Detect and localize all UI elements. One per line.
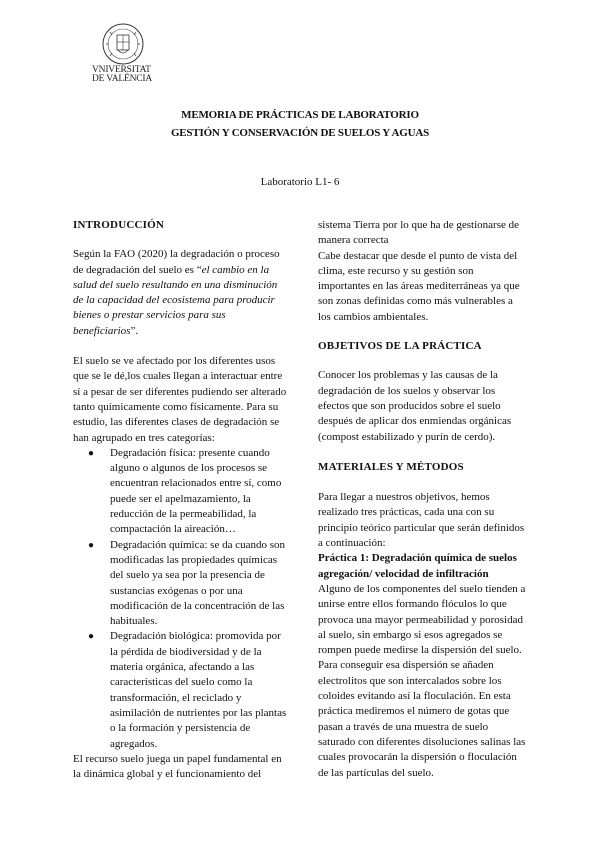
intro-paragraph-2: El suelo se ve afectado por los diferentes usos que se le dé,los cuales llegan a interactuar entre sí a pesar de ser diferentes pudiendo ser alterado tanto químicamente como físicamente. Para su estudio, las diferentes clases de degradación se han agrupado en tres categorías: [73, 355, 287, 444]
left-column [73, 218, 289, 782]
intro-paragraph-3-continued: sistema Tierra por lo que ha de gestionarse de manera correcta [318, 219, 520, 247]
list-item [73, 538, 289, 630]
intro-paragraph-4: Cabe destacar que desde el punto de vista del clima, este recurso y su gestión son importantes en las áreas mediterráneas ya que son zonas definidas como más vulnerables a los cambios ambientales. [318, 249, 520, 323]
intro-paragraph-3: El recurso suelo juega un papel fundamental en la dinámica global y el funcionamiento del [73, 752, 282, 781]
bullet-icon: ● [88, 539, 95, 551]
objetivos-heading: OBJETIVOS DE LA PRÁCTICA [318, 340, 482, 353]
bullet-icon: ● [88, 631, 95, 643]
bullet-text: Degradación química: se da cuando son modificadas las propiedades químicas del suelo ya sea por la presencia de sustancias exógenas o por una modificación de la concentración de las habituales. [110, 538, 286, 628]
materiales-intro: Para llegar a nuestros objetivos, hemos realizado tres prácticas, cada una con su principio teórico particular que serán definidos a continuación: [318, 491, 525, 550]
intro-heading: INTRODUCCIÓN [73, 219, 165, 231]
logo-text-line1: VNIVERSITAT [92, 65, 151, 75]
bullet-text: Degradación física: presente cuando alguno o algunos de los procesos se encuentran relacionados entre sí, como puede ser el apelmazamiento, la reducción de la permeabilidad, la compactación la aireación… [110, 446, 282, 536]
practica-1-text: Alguno de los componentes del suelo tienden a unirse entre ellos formando flóculos lo que provoca una mayor permeabilidad y porosidad al suelo, sin embargo si esos agregados se rompen puede medirse la dispersión del suelo. Para conseguir esa dispersión se añaden electrolitos que son intercalados sobre los coloides evitando así la floculación. En esta práctica mediremos el número de gotas que pasan a través de una muestra de suelo saturado con diferentes disoluciones salinas las cuales provocarán la dispersión o floculación de las partículas del suelo. [318, 582, 526, 779]
university-logo [92, 22, 156, 92]
intro-p1-after: ”. [130, 324, 139, 337]
intro-p1-before: Según la FAO (2020) la degradación o proceso de degradación del suelo es “ [73, 248, 280, 276]
document-title-line2: GESTIÓN Y CONSERVACIÓN DE SUELOS Y AGUAS [170, 127, 430, 139]
university-seal-icon [98, 22, 148, 66]
intro-paragraph-1 [73, 247, 289, 339]
logo-wordmark [92, 66, 156, 84]
degradation-types-list [73, 446, 289, 752]
bullet-icon: ● [88, 447, 95, 459]
right-column [318, 218, 526, 781]
list-item [73, 446, 289, 538]
objetivos-text: Conocer los problemas y las causas de la degradación de los suelos y observar los efectos que son producidos sobre el suelo después de aplicar dos enmiendas orgánicas (compost estabilizado y purín de cerdo). [318, 369, 512, 443]
logo-text-line2: DE VALÈNCIA [92, 74, 152, 84]
list-item [73, 629, 289, 751]
bullet-text: Degradación biológica: promovida por la pérdida de biodiversidad y de la materia orgánica, afectando a las características del suelo como la transformación, el reciclado y asimilación de nutrientes por las plantas o la formación y persistencia de agregados. [110, 630, 287, 750]
practica-1-title: Práctica 1: Degradación química de suelos agregación/ velocidad de infiltración [318, 552, 517, 580]
document-title-line1: MEMORIA DE PRÁCTICAS DE LABORATORIO [181, 109, 419, 121]
materiales-heading: MATERIALES Y MÉTODOS [318, 460, 464, 473]
fao-definition-quote: el cambio en la salud del suelo resultando en una disminución de la capacidad del ecosistema para producir bienes o prestar servicios para sus beneficiarios [73, 263, 278, 337]
lab-label: Laboratorio L1- 6 [260, 176, 340, 188]
